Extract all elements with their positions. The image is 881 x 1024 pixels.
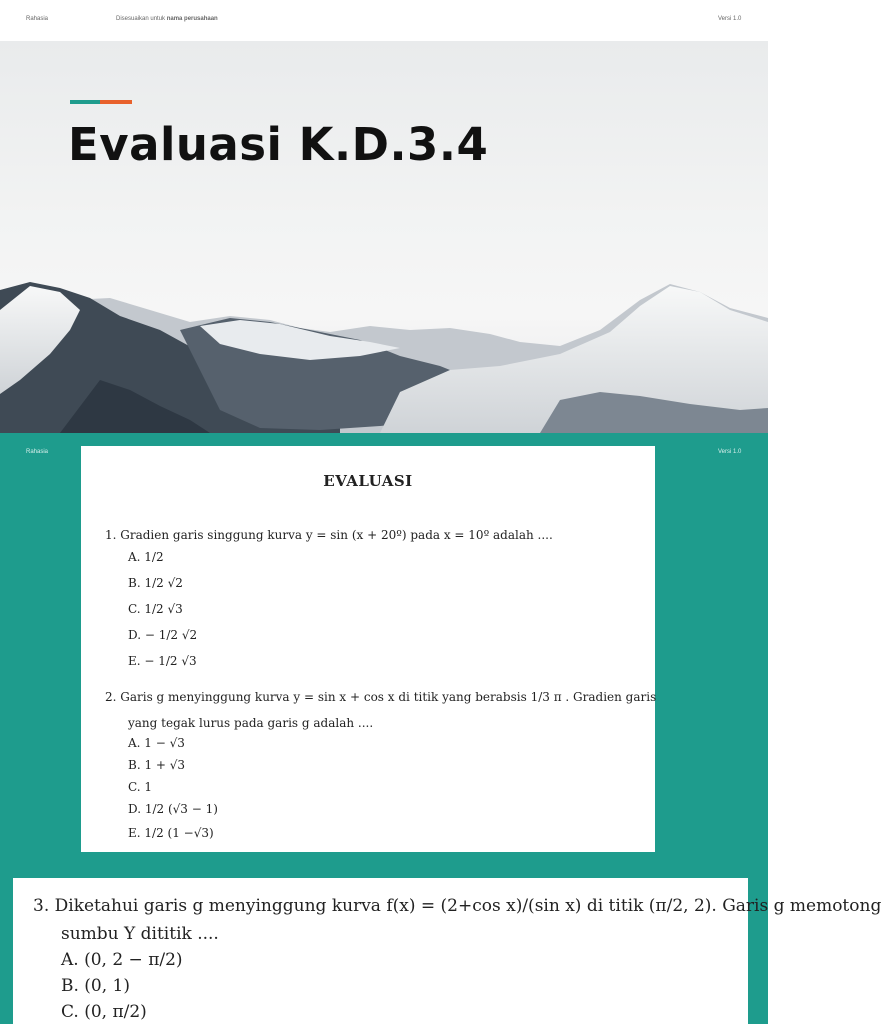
q3-option-c: C. (0, π/2) — [61, 1002, 147, 1022]
q2-option-e: E. 1/2 (1 −√3) — [128, 826, 214, 840]
evaluation-sheet — [81, 446, 655, 852]
mountain-illustration — [0, 270, 768, 433]
company-note: Disesuaikan untuk nama perusahaan — [116, 16, 218, 22]
q1-option-d: D. − 1/2 √2 — [128, 628, 198, 642]
confidential-label: Rahasia — [26, 16, 49, 22]
confidential-label: Rahasia — [26, 449, 49, 455]
question-2-line-1: 2. Garis g menyinggung kurva y = sin x + cos x di titik yang berabsis 1/3 π . Gradien garis — [105, 690, 657, 704]
q2-option-a: A. 1 − √3 — [128, 736, 185, 750]
q1-option-a: A. 1/2 — [128, 550, 164, 564]
evaluation-slide-2 — [0, 870, 881, 1024]
question-2-line-2: yang tegak lurus pada garis g adalah .... — [128, 716, 374, 730]
q2-option-b: B. 1 + √3 — [128, 758, 186, 772]
accent-bar-teal — [70, 100, 100, 104]
evaluation-slide — [0, 433, 768, 870]
evaluation-sheet-2 — [13, 878, 881, 1024]
q2-option-d: D. 1/2 (√3 − 1) — [128, 802, 218, 816]
question-3-line-1: 3. Diketahui garis g menyinggung kurva f(x) = (2+cos x)/(sin x) di titik (π/2, 2). Garis g memotong — [33, 896, 881, 916]
sheet-title: EVALUASI — [323, 472, 413, 490]
company-name: nama perusahaan — [166, 16, 218, 22]
slide-header — [0, 0, 768, 41]
slide-title: Evaluasi K.D.3.4 — [68, 118, 489, 171]
accent-bar-orange — [100, 100, 132, 104]
q3-option-b: B. (0, 1) — [61, 976, 131, 996]
q2-option-c: C. 1 — [128, 780, 153, 794]
q3-option-a: A. (0, 2 − π/2) — [61, 950, 183, 970]
title-slide — [0, 0, 768, 433]
question-3-line-2: sumbu Y dititik .... — [61, 924, 219, 944]
q1-option-c: C. 1/2 √3 — [128, 602, 183, 616]
q1-option-b: B. 1/2 √2 — [128, 576, 183, 590]
version-label: Versi 1.0 — [718, 449, 742, 455]
question-1: 1. Gradien garis singgung kurva y = sin (x + 20º) pada x = 10º adalah .... — [105, 528, 553, 542]
q1-option-e: E. − 1/2 √3 — [128, 654, 197, 668]
version-label: Versi 1.0 — [718, 16, 742, 22]
